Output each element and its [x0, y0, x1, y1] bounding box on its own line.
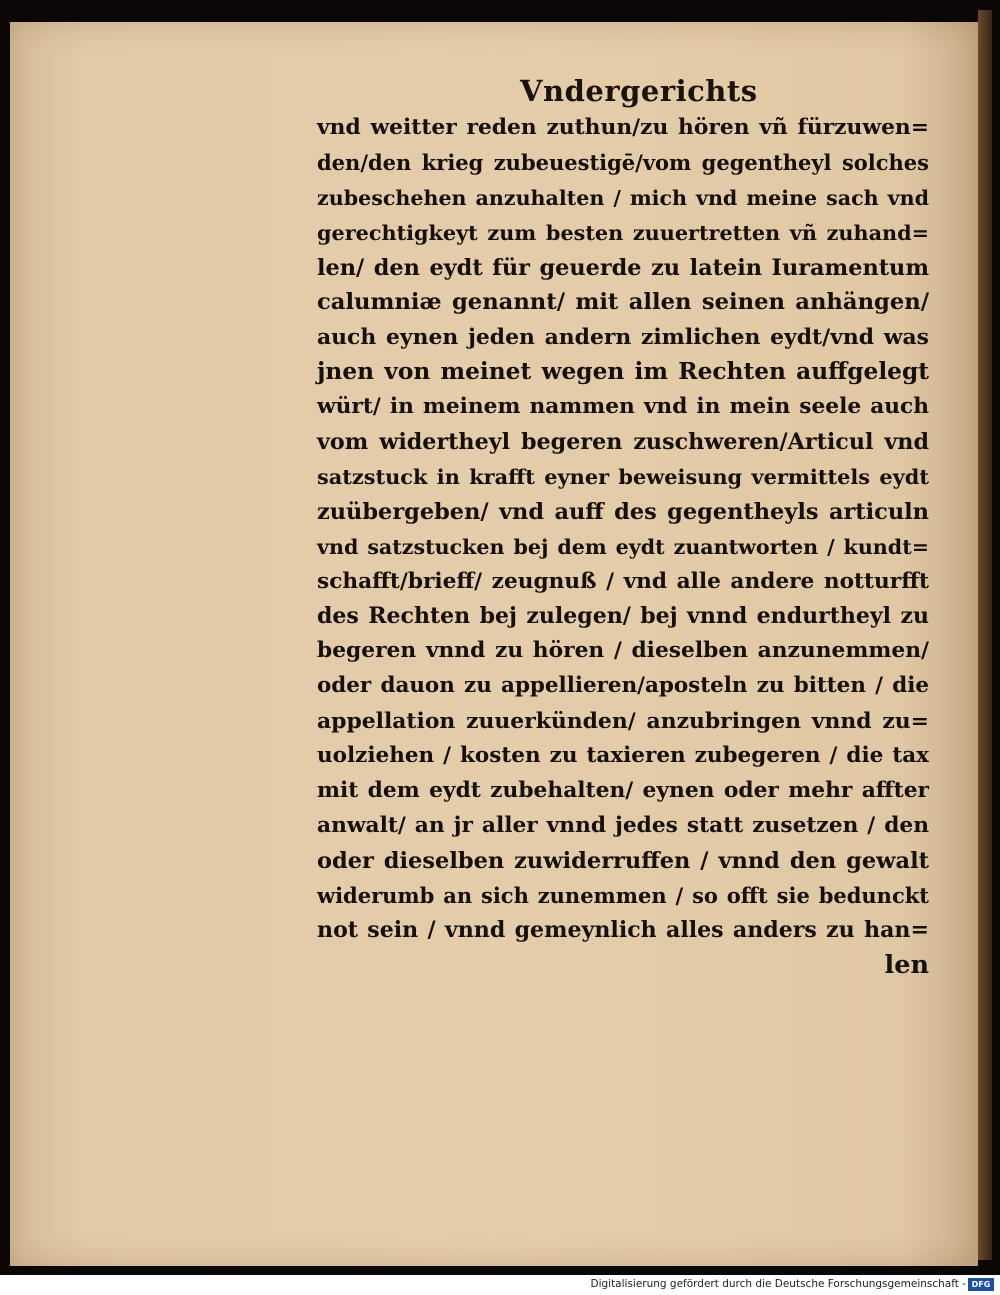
- text-line: appellation zuuerkünden/ anzubringen vnnd zu=: [317, 708, 929, 735]
- text-line: not sein / vnnd gemeynlich alles anders zu han=: [317, 917, 929, 944]
- page-edge: [978, 10, 992, 1260]
- text-line: satzstuck in krafft eyner beweisung vermittels eydt: [317, 463, 929, 489]
- text-line: mit dem eydt zubehalten/ eynen oder mehr affter: [317, 777, 929, 803]
- text-line: den/den krieg zubeuestigē/vom gegentheyl solches: [317, 149, 929, 175]
- text-line: anwalt/ an jr aller vnnd jedes statt zusetzen / den: [317, 812, 929, 838]
- text-line: uolziehen / kosten zu taxieren zubegeren / die tax: [317, 743, 929, 769]
- text-line: schafft/brieff/ zeugnuß / vnd alle andere notturfft: [317, 568, 929, 594]
- text-line: zuübergeben/ vnd auff des gegentheyls articuln: [317, 498, 929, 525]
- body-text: [317, 111, 929, 983]
- text-line: vnd weitter reden zuthun/zu hören vñ fürzuwen=: [317, 115, 929, 140]
- text-line: gerechtigkeyt zum besten zuuertretten vñ zuhand=: [317, 220, 929, 245]
- text-line: des Rechten bej zulegen/ bej vnnd endurtheyl zu: [317, 603, 929, 630]
- text-line: zubeschehen anzuhalten / mich vnd meine sach vnd: [317, 185, 929, 210]
- text-line: oder dieselben zuwiderruffen / vnnd den gewalt: [317, 847, 929, 874]
- running-header: Vndergerichts: [520, 74, 758, 108]
- text-line: vom widertheyl begeren zuschweren/Articul vnd: [317, 429, 929, 456]
- text-line: begeren vnnd zu hören / dieselben anzunemmen/: [317, 638, 929, 664]
- text-line: len/ den eydt für geuerde zu latein Iuramentum: [317, 254, 929, 281]
- funding-credit: Digitalisierung gefördert durch die Deutsche Forschungsgemeinschaft -: [590, 1278, 966, 1290]
- text-line: widerumb an sich zunemmen / so offt sie bedunckt: [317, 882, 929, 908]
- text-line: jnen von meinet wegen im Rechten auffgelegt: [317, 358, 929, 386]
- text-line: calumniæ genannt/ mit allen seinen anhängen/: [317, 289, 929, 316]
- text-line: würt/ in meinem nammen vnd in mein seele auch: [317, 394, 929, 420]
- digitization-footer: [0, 1275, 1000, 1295]
- dfg-logo: DFG: [968, 1278, 994, 1291]
- catchword: len: [884, 950, 929, 981]
- text-line: oder dauon zu appellieren/aposteln zu bitten / die: [317, 673, 929, 699]
- text-line: vnd satzstucken bej dem eydt zuantworten / kundt=: [317, 534, 929, 559]
- text-line: auch eynen jeden andern zimlichen eydt/vnd was: [317, 324, 929, 351]
